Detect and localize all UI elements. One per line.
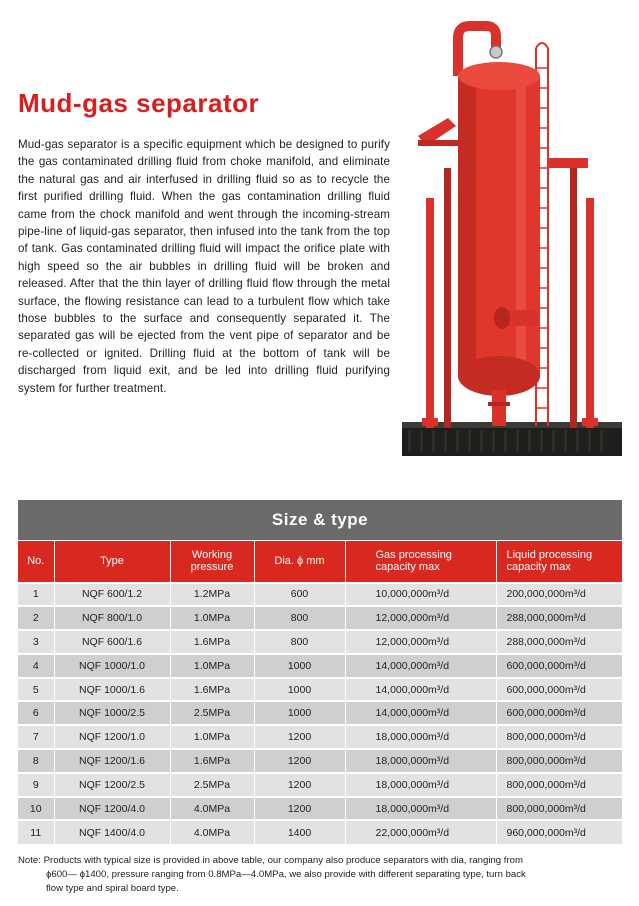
separator-photo xyxy=(398,18,628,458)
table-row: 5 NQF 1000/1.6 1.6MPa 1000 14,000,000m³/d 600,000,000m³/d xyxy=(18,678,622,702)
col-header-pressure: Working pressure xyxy=(170,541,254,583)
table-row: 10 NQF 1200/4.0 4.0MPa 1200 18,000,000m³/d 800,000,000m³/d xyxy=(18,797,622,821)
size-type-table-section xyxy=(18,500,622,844)
table-row: 7 NQF 1200/1.0 1.0MPa 1200 18,000,000m³/d 800,000,000m³/d xyxy=(18,725,622,749)
footnote-line-3: flow type and spiral board type. xyxy=(46,883,179,894)
table-row: 3 NQF 600/1.6 1.6MPa 800 12,000,000m³/d 288,000,000m³/d xyxy=(18,630,622,654)
col-header-liquid: Liquid processing capacity max xyxy=(496,541,622,583)
leg-left xyxy=(426,198,434,428)
table-body xyxy=(18,583,622,845)
table-row: 2 NQF 800/1.0 1.0MPa 800 12,000,000m³/d 288,000,000m³/d xyxy=(18,606,622,630)
footnote-line-2: ϕ600— ϕ1400, pressure ranging from 0.8MPa—4.0MPa, we also provide with different separating type, turn back xyxy=(46,869,526,880)
table-row: 11 NQF 1400/4.0 4.0MPa 1400 22,000,000m³/d 960,000,000m³/d xyxy=(18,820,622,844)
col-header-type: Type xyxy=(54,541,170,583)
table-row: 9 NQF 1200/2.5 2.5MPa 1200 18,000,000m³/d 800,000,000m³/d xyxy=(18,773,622,797)
description-paragraph: Mud-gas separator is a specific equipment which be designed to purify the gas contaminated drilling fluid from choke manifold, and eliminate the natural gas and air interfused in drilling fluid so as to recycle the first purified drilling fluid. When the gas contamination drilling fluid came from the chock manifold and went through the incoming-stream pipe-line of liquid-gas separator, then infused into the tank from the top of tank. Gas contaminated drilling fluid will impact the orifice plate with high speed so the air bubbles in drilling fluid will be broken and released. After that the thin layer of drilling fluid flow through the metal surface, the flowing resistance can lead to a turbulent flow which take those bubbles to the surface and consequently separated it. The separated gas will be ejected from the vent pipe of separator and be re-collected or ignited. Drilling fluid at the bottom of tank will be discharged from liquid exit, and be led into drilling fluid purifying system for further treatment. xyxy=(18,138,390,395)
size-type-table xyxy=(18,540,622,844)
table-row: 4 NQF 1000/1.0 1.0MPa 1000 14,000,000m³/d 600,000,000m³/d xyxy=(18,654,622,678)
leg-right xyxy=(586,198,594,428)
footnote-line-1: Note: Products with typical size is provided in above table, our company also produce separators with dia, ranging from xyxy=(18,855,523,866)
page-title: Mud-gas separator xyxy=(18,88,260,118)
table-header-row xyxy=(18,541,622,583)
table-row: 1 NQF 600/1.2 1.2MPa 600 10,000,000m³/d 200,000,000m³/d xyxy=(18,583,622,607)
table-row: 6 NQF 1000/2.5 2.5MPa 1000 14,000,000m³/d 600,000,000m³/d xyxy=(18,701,622,725)
footnote xyxy=(18,854,630,896)
col-header-no: No. xyxy=(18,541,54,583)
col-header-dia: Dia. ϕ mm xyxy=(254,541,345,583)
table-heading: Size & type xyxy=(18,500,622,540)
col-header-gas: Gas processing capacity max xyxy=(345,541,496,583)
table-row: 8 NQF 1200/1.6 1.6MPa 1200 18,000,000m³/d 800,000,000m³/d xyxy=(18,749,622,773)
